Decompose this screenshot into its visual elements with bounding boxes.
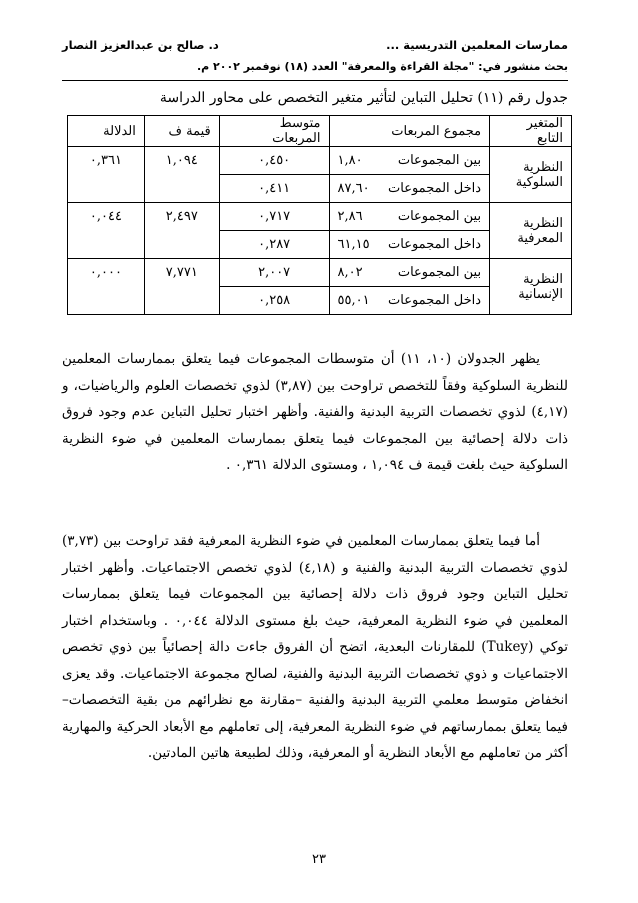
source-label: داخل المجموعات	[388, 237, 482, 252]
ss-cell	[329, 203, 490, 231]
ss-cell	[329, 147, 490, 175]
paragraph-cognitive: أما فيما يتعلق بممارسات المعلمين في ضوء النظرية المعرفية فقد تراوحت بين (٣,٧٣) لذوي تخصصات التربية البدنية والفنية و (٤,١٨) لذوي تخصص الاجتماعيات. وأظهر اختبار تحليل التباين وجود فروق ذات دلالة إحصائية بين المجموعات فيما يتعلق بممارسات المعلمين في ضوء النظرية المعرفية، حيث بلغ مستوى الدلالة ٠,٠٤٤ . وباستخدام اختبار توكي (Tukey) للمقارنات البعدية، اتضح أن الفروق جاءت دالة إحصائياً بين ذوي تخصص الاجتماعيات و ذوي تخصصات التربية البدنية والفنية، لصالح مجموعة الاجتماعيات. وقد يعزى انخفاض متوسط معلمي التربية البدنية والفنية –مقارنة مع نظرائهم من بقية التخصصات– فيما يتعلق بممارساتهم في ضوء النظرية المعرفية، إلى تعاملهم مع الأبعاد الحركية والمهارية أكثر من تعاملهم مع الأبعاد النظرية أو المعرفية، وذلك لطبيعة هاتين المادتين.	[62, 533, 568, 761]
source-label: بين المجموعات	[397, 153, 482, 168]
ss-value: ٨,٠٢	[337, 265, 363, 280]
ss-value: ١,٨٠	[337, 153, 363, 168]
table-row	[68, 259, 572, 287]
f-value: ٧,٧٧١	[144, 259, 219, 315]
table-row	[68, 147, 572, 175]
running-header	[62, 38, 568, 56]
header-dependent-variable: المتغير التابع	[490, 116, 572, 147]
ms-value: ٠,٧١٧	[219, 203, 329, 231]
ms-value: ٠,٤١١	[219, 175, 329, 203]
ss-value: ٨٧,٦٠	[337, 181, 370, 196]
header-sum-of-squares: مجموع المربعات	[329, 116, 490, 147]
factor-cell: النظرية الإنسانية	[490, 259, 572, 315]
f-value: ٢,٤٩٧	[144, 203, 219, 259]
factor-cell: النظرية السلوكية	[490, 147, 572, 203]
f-value: ١,٠٩٤	[144, 147, 219, 203]
ss-cell	[329, 175, 490, 203]
source-label: داخل المجموعات	[388, 293, 482, 308]
ss-cell	[329, 231, 490, 259]
sig-value: ٠,٣٦١	[68, 147, 145, 203]
header-title: ممارسات المعلمين التدريسية ...	[386, 38, 568, 52]
source-label: بين المجموعات	[397, 209, 482, 224]
sig-value: ٠,٠٠٠	[68, 259, 145, 315]
source-label: بين المجموعات	[397, 265, 482, 280]
anova-table	[67, 115, 572, 315]
page-number: ٢٣	[312, 852, 326, 867]
ss-value: ٢,٨٦	[337, 209, 363, 224]
paragraph-behavioral: يظهر الجدولان (١٠، ١١) أن متوسطات المجموعات فيما يتعلق بممارسات المعلمين للنظرية السلوكية وفقاً للتخصص تراوحت بين (٣,٨٧) لذوي تخصصات العلوم والرياضيات، و (٤,١٧) لذوي تخصصات التربية البدنية والفنية. وأظهر اختبار تحليل التباين عدم وجود فروق ذات دلالة إحصائية بين المجموعات فيما يتعلق بممارسات المعلمين في ضوء النظرية السلوكية حيث بلغت قيمة ف ١,٠٩٤ ، ومستوى الدلالة ٠,٣٦١ .	[62, 351, 568, 473]
header-f-value: قيمة ف	[144, 116, 219, 147]
source-label: داخل المجموعات	[388, 181, 482, 196]
ms-value: ٠,٢٥٨	[219, 287, 329, 315]
header-rule	[62, 80, 568, 81]
table-row	[68, 203, 572, 231]
table-caption: جدول رقم (١١) تحليل التباين لتأثير متغير التخصص على محاور الدراسة	[159, 90, 568, 106]
ms-value: ٠,٤٥٠	[219, 147, 329, 175]
ms-value: ٠,٢٨٧	[219, 231, 329, 259]
ss-cell	[329, 287, 490, 315]
header-mean-square: متوسط المربعات	[219, 116, 329, 147]
sig-value: ٠,٠٤٤	[68, 203, 145, 259]
ss-cell	[329, 259, 490, 287]
ss-value: ٦١,١٥	[337, 237, 370, 252]
header-author: د. صالح بن عبدالعزيز النصار	[62, 38, 219, 52]
header-significance: الدلالة	[68, 116, 145, 147]
factor-cell: النظرية المعرفية	[490, 203, 572, 259]
header-publication: بحث منشور في: "مجلة القراءة والمعرفة" العدد (١٨) نوفمبر ٢٠٠٢ م.	[196, 60, 568, 73]
ss-value: ٥٥,٠١	[337, 293, 370, 308]
table-header-row	[68, 116, 572, 147]
ms-value: ٢,٠٠٧	[219, 259, 329, 287]
